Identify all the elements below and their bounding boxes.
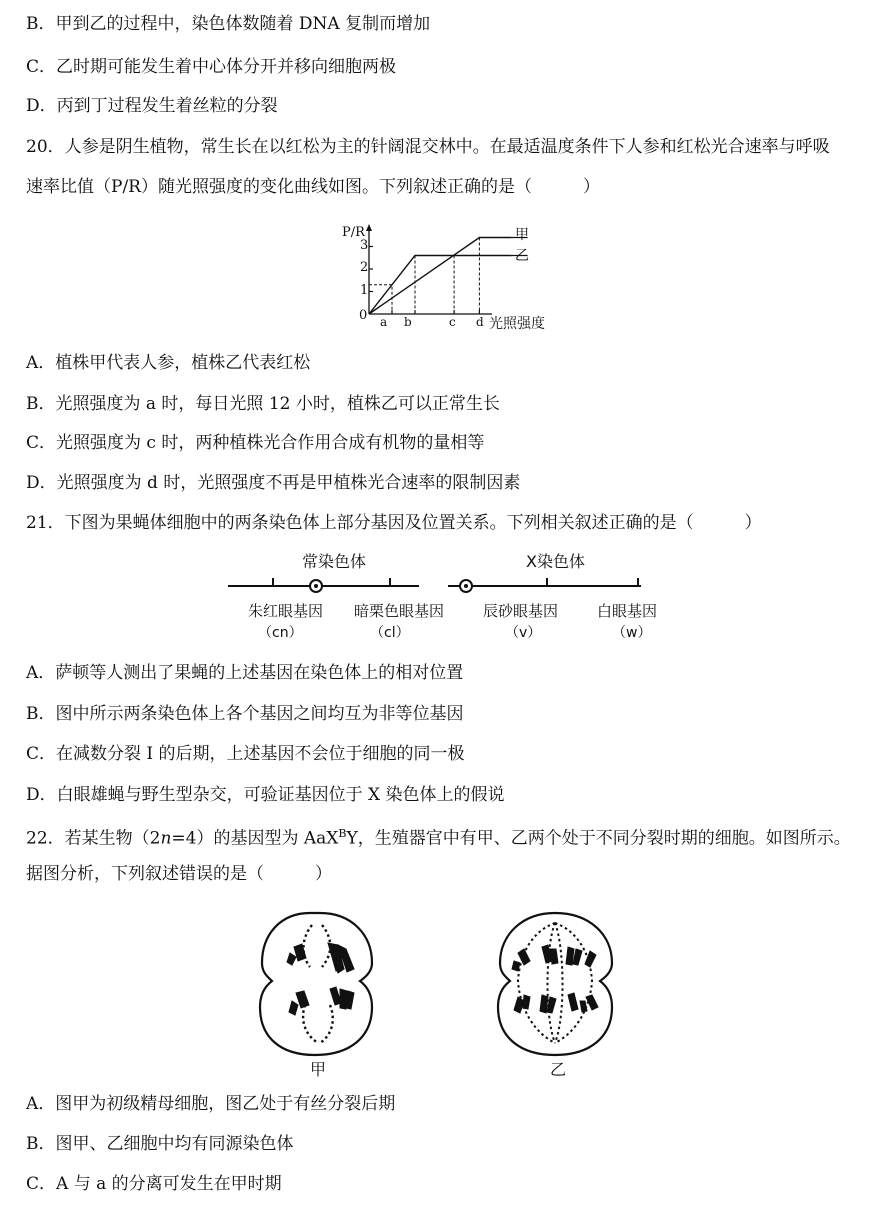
q21-stem: 21．下图为果蝇体细胞中的两条染色体上部分基因及位置关系。下列相关叙述正确的是（ ） bbox=[26, 513, 762, 533]
x-tick-label-c: c bbox=[449, 315, 456, 329]
y-axis-label: P/R bbox=[342, 225, 365, 240]
gene-cl-name: 暗栗色眼基因 bbox=[354, 602, 445, 620]
q22-cell-figure bbox=[250, 905, 640, 1080]
series-line-甲 bbox=[369, 238, 512, 315]
x-tick-label-a: a bbox=[380, 315, 388, 329]
q21-option-b: B．图中所示两条染色体上各个基因之间均互为非等位基因 bbox=[26, 704, 464, 724]
gene-cl-symbol: （cl） bbox=[370, 625, 410, 641]
cell-yi-label: 乙 bbox=[550, 1060, 567, 1079]
gene-cn-name: 朱红眼基因 bbox=[248, 602, 324, 620]
x-tick-label-b: b bbox=[404, 315, 412, 329]
q19-option-c: C．乙时期可能发生着中心体分开并移向细胞两极 bbox=[26, 57, 397, 77]
q21-option-a: A．萨顿等人测出了果蝇的上述基因在染色体上的相对位置 bbox=[26, 663, 464, 683]
q20-option-b: B．光照强度为 a 时，每日光照 12 小时，植株乙可以正常生长 bbox=[26, 394, 500, 414]
cell-jia-chromosomes bbox=[287, 943, 354, 1015]
gene-v-symbol: （v） bbox=[505, 625, 542, 641]
x-axis-label: 光照强度 bbox=[489, 316, 545, 332]
cell-jia-label: 甲 bbox=[310, 1060, 327, 1079]
q20-option-d: D．光照强度为 d 时，光照强度不再是甲植株光合速率的限制因素 bbox=[26, 473, 521, 493]
q21-chromosome-figure bbox=[220, 545, 680, 645]
q19-option-b: B．甲到乙的过程中，染色体数随着 DNA 复制而增加 bbox=[26, 14, 431, 34]
x-tick-label-d: d bbox=[476, 315, 484, 329]
y-tick-label-2: 2 bbox=[360, 260, 369, 275]
y-axis-arrow bbox=[366, 224, 372, 231]
cell-yi bbox=[498, 913, 612, 1055]
gene-w-symbol: （w） bbox=[612, 625, 652, 641]
gene-cn-symbol: （cn） bbox=[258, 625, 303, 641]
y-tick-label-3: 3 bbox=[360, 238, 369, 253]
q22-option-b: B．图甲、乙细胞中均有同源染色体 bbox=[26, 1134, 294, 1154]
q21-option-d: D．白眼雄蝇与野生型杂交，可验证基因位于 X 染色体上的假说 bbox=[26, 785, 505, 805]
cell-jia bbox=[260, 913, 372, 1055]
q22-option-a: A．图甲为初级精母细胞，图乙处于有丝分裂后期 bbox=[26, 1094, 396, 1114]
q21-option-c: C．在减数分裂 I 的后期，上述基因不会位于细胞的同一极 bbox=[26, 744, 465, 764]
q22-option-c: C．A 与 a 的分离可发生在甲时期 bbox=[26, 1174, 282, 1194]
legend-jia: 甲 bbox=[515, 227, 529, 243]
chromosome2-title: X染色体 bbox=[526, 552, 585, 571]
q20-option-a: A．植株甲代表人参，植株乙代表红松 bbox=[26, 353, 311, 373]
q19-option-d: D．丙到丁过程发生着丝粒的分裂 bbox=[26, 96, 278, 116]
gene-w-name: 白眼基因 bbox=[597, 602, 658, 620]
q20-stem-line1: 20．人参是阴生植物，常生长在以红松为主的针阔混交林中。在最适温度条件下人参和红松光合速率与呼吸 bbox=[26, 137, 830, 157]
legend-yi: 乙 bbox=[515, 248, 529, 264]
gene-v-name: 辰砂眼基因 bbox=[483, 602, 559, 620]
q20-pr-chart bbox=[320, 215, 570, 333]
chromosome1-title: 常染色体 bbox=[302, 552, 367, 571]
q20-stem-line2: 速率比值（P/R）随光照强度的变化曲线如图。下列叙述正确的是（ ） bbox=[26, 177, 600, 197]
q20-option-c: C．光照强度为 c 时，两种植株光合作用合成有机物的量相等 bbox=[26, 433, 485, 453]
cell-yi-chromosomes bbox=[512, 945, 598, 1013]
q22-stem-line1: 22．若某生物（2n=4）的基因型为 AaX$^B$Y，生殖器官中有甲、乙两个处于不同分裂时期的细胞。如图所示。 bbox=[26, 827, 851, 849]
y-tick-label-1: 1 bbox=[360, 283, 369, 298]
q22-stem-line2: 据图分析，下列叙述错误的是（ ） bbox=[26, 864, 332, 884]
origin-label: 0 bbox=[359, 308, 368, 323]
